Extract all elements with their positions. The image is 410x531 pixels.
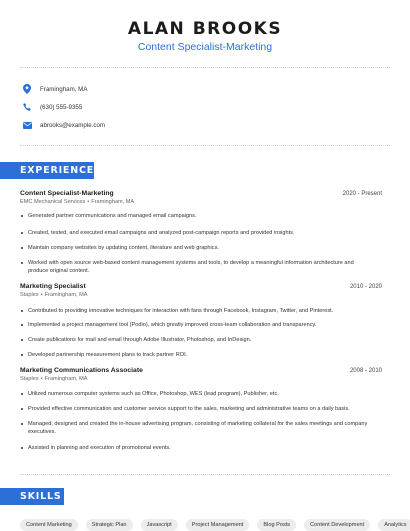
job-company: Staples • Framingham, MA [20, 292, 88, 298]
list-item: Worked with open source web-based content management systems and tools, to develop a meaningful information architecture and produce original content. [28, 259, 373, 275]
divider [20, 145, 390, 146]
skills-list [20, 519, 410, 531]
skill-tag: Content Development [304, 519, 370, 531]
job-dates: 2008 - 2010 [349, 368, 382, 374]
company-location: Framingham, MA [44, 376, 88, 382]
list-item: Created, tested, and executed email campaigns and analyzed post-campaign reports and provided insights. [28, 229, 373, 237]
list-item: Maintain company websites by updating content, literature and web graphics. [28, 244, 373, 252]
job-title: Marketing Communications Associate [20, 367, 143, 374]
list-item: Developed partnership measurement plans to track partner ROI. [28, 351, 373, 359]
job-entry [20, 190, 382, 205]
contact-location-text: Framingham, MA [40, 85, 88, 93]
skills-heading: SKILLS [0, 488, 64, 505]
company-name: EMC Mechanical Services [20, 199, 86, 205]
skill-tag: Strategic Plan [86, 519, 133, 531]
experience-heading: EXPERIENCE [0, 162, 94, 179]
contact-email-text: abrooks@example.com [40, 121, 106, 129]
job-dates: 2020 - Present [342, 191, 382, 197]
list-item: Assisted in planning and execution of promotional events. [28, 444, 373, 452]
contact-email [22, 119, 105, 131]
company-name: Staples [20, 292, 39, 298]
divider [20, 67, 390, 68]
job-entry [20, 283, 382, 298]
skill-tag: Analytics [378, 519, 410, 531]
job-entry [20, 367, 382, 382]
email-icon [22, 120, 32, 130]
phone-icon [22, 102, 32, 112]
job-company: Staples • Framingham, MA [20, 376, 88, 382]
resume-title: Content Specialist-Marketing [137, 41, 273, 53]
list-item: Managed, designed and created the in-house advertising program, consisting of marketing collateral for the sales meetings and company executives. [28, 420, 373, 436]
skill-tag: Blog Posts [257, 519, 296, 531]
job-company: EMC Mechanical Services • Framingham, MA [20, 199, 135, 205]
job-title: Marketing Specialist [20, 283, 86, 290]
job-title: Content Specialist-Marketing [20, 190, 114, 197]
job-dates: 2010 - 2020 [349, 284, 382, 290]
contact-phone [22, 101, 82, 113]
list-item: Generated partner communications and managed email campaigns. [28, 212, 373, 220]
company-name: Staples [20, 376, 39, 382]
resume-name: ALAN BROOKS [127, 19, 283, 39]
list-item: Utilized numerous computer systems such as Office, Photoshop, WES (lead program), Publisher, etc. [28, 390, 373, 398]
list-item: Implemented a project management tool (Podio), which greatly improved cross-team collaboration and transparency. [28, 321, 373, 329]
skill-tag: Javascript [141, 519, 178, 531]
location-pin-icon [22, 84, 32, 94]
contact-location [22, 83, 87, 95]
contact-phone-text: (630) 555-9355 [40, 103, 83, 111]
list-item: Contributed to providing innovative techniques for interaction with fans through Facebook, Instagram, Twitter, and Pinterest. [28, 307, 373, 315]
divider [20, 474, 390, 475]
list-item: Provided effective communication and customer service support to the sales, marketing and administrative teams on a daily basis. [28, 405, 373, 413]
company-location: Framingham, MA [44, 292, 88, 298]
list-item: Create publications for mail and email through Adobe Illustrator, Photoshop, and InDesign. [28, 336, 373, 344]
skill-tag: Project Management [186, 519, 250, 531]
company-location: Framingham, MA [91, 199, 135, 205]
skill-tag: Content Marketing [20, 519, 78, 531]
